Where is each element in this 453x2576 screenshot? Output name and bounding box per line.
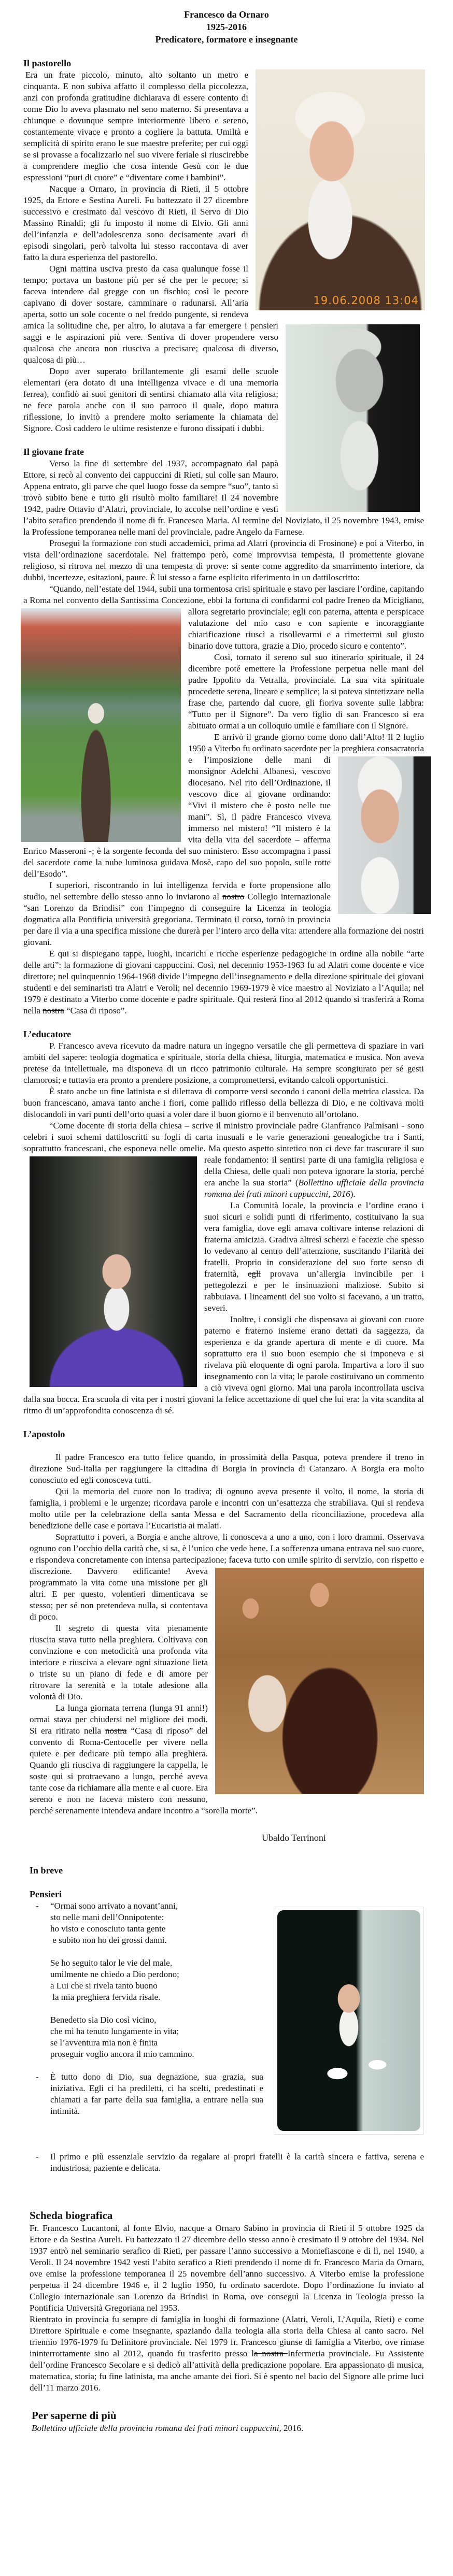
section-apostolo bbox=[23, 1428, 424, 1816]
text-segment: rendeva amica la solitudine che, per altro, lo aiutava a far emergere i pensieri saggi e le aspirazioni più vere. Sentiva di dover propendere verso qualcosa che ancora non riusciva a precisare; qualcosa di diverso, qualcosa di più… bbox=[23, 309, 278, 365]
poem-line: e subito non ho dei grossi danni. bbox=[50, 1935, 167, 1945]
text-segment: Soprattutto i poveri, a Borgia e anche altrove, li conosceva a uno a uno, con i loro drammi. Osservava ognuno con l’occhio della carità che, si sa, è l’unico che vede bene. La sofferenza umana entrava nel suo cuore, e rispondeva concretamente con intensa partecipazione; faceva bbox=[30, 1532, 424, 1565]
poem-line: “Ormai sono arrivato a novant’anni, bbox=[50, 1901, 178, 1911]
photo-date-stamp: 19.06.2008 13:04 bbox=[313, 294, 419, 307]
poem-line: se l’avventura mia non è finita bbox=[50, 2038, 158, 2048]
photo-purple-vestment bbox=[30, 1156, 197, 1387]
photo-portrait-color bbox=[256, 69, 425, 310]
section-scheda-biografica bbox=[30, 2208, 424, 2394]
paragraph bbox=[23, 948, 424, 1017]
paragraph: Inoltre, i consigli che dispensava ai giovani con cuore paterno e fraterno insieme erano dettati da saggezza, da esperienza e da grande apertura di mente e di cuore. Ma soprattutto era il suo buon esempio che si imponeva e si rivelava più eloquente di ogni parola. Impartiva a loro il suo insegnamento con la vita; le parole costituivano un commento a ciò viveva ogni giorno. Mai una parola incontrollata usciva dalla sua bocca. Era scuola di vita per i nostri giovani la felice accettazione di quel che lui era: la vita scandita al ritmo di un’approfondita conoscenza di sé. bbox=[23, 1314, 424, 1415]
poem-line: la mia preghiera fervida risale. bbox=[50, 1992, 161, 2002]
section-educatore bbox=[23, 1028, 424, 1416]
paragraph: Il padre Francesco era tutto felice quando, in prossimità della Pasqua, poteva prendere il treno in direzione Sud-Italia per raggiungere la cittadina di Borgia in provincia di Catanzaro. A Borgia era molto conosciuto ed egli conosceva tutti. bbox=[30, 1452, 424, 1485]
text-segment: sintetico non ci deve far trascurare il suo reale fondamento: il sentirsi parte di una famiglia religiosa e della Chiesa, delle quali non poteva ignorare la storia, perché era anche la sua storia” ( bbox=[204, 1143, 424, 1187]
section-heading: L’educatore bbox=[23, 1029, 71, 1039]
photo-riverside bbox=[21, 608, 181, 842]
source-reference bbox=[32, 2423, 424, 2434]
text-segment: Infermeria provinciale. Fu Assistente dell’ordine Francesco Secolare e si dedicò all’attività della predicazione popolare. Era appassionato di musica, matematica, storia; fu fine latinista, ma anche amante dei fiori. Si è spento nel bacio del Signore alle prime luci dell’11 marzo 2016. bbox=[30, 2349, 424, 2393]
source-title: Bollettino ufficiale della provincia romana dei frati minori cappuccini, bbox=[32, 2423, 281, 2433]
paragraph bbox=[30, 2314, 424, 2394]
text-segment: “Quando, nell’estate del 1944, subii una tormentosa crisi spirituale e stavo per lasciare l’ordine, capitando a Roma nel convento della Santissima Concezione, ebbi la fortuna di bbox=[23, 584, 424, 605]
poem-line: sto nelle mani dell’Onnipotente: bbox=[50, 1912, 164, 1922]
title-subtitle: Predicatore, formatore e insegnante bbox=[155, 34, 298, 45]
text-segment: “Casa di riposo” del convento di Roma-Centocelle per vivere nella quiete e per dedicare più tempo alla preghiera. Quando gli riusciva di raggiungere la cappella, le soste qui si protraevano a lungo, perché aveva tante cose da richiamare alla mente e al cuore. Era sereno e non ne faceva mistero con nessuno, perché serenamente intendeva andare incontro a “sorella morte”. bbox=[30, 1726, 258, 1815]
text-segment: “Casa di riposo”. bbox=[64, 1006, 127, 1015]
thought-item bbox=[30, 2151, 424, 2174]
section-heading: Per saperne di più bbox=[32, 2409, 117, 2422]
text-segment: Ogni mattina usciva presto da casa qualunque fosse il tempo; portava un bastone più per sé che per le pecore; si faceva intendere dal gregge con un fischio; così le pecore capivano di dover sostare, camminare o radunarsi. All’aria aperta, sotto un sole cocente o nel freddo pungente, si bbox=[23, 264, 248, 319]
text-segment: Rientrato in provincia fu sempre di famiglia in luoghi di formazione (Alatri, Veroli, L’Aquila, Rieti) e come Direttore Spirituale e come insegnante, spaziando dalla teologia alla storia della Chiesa al canto sacro. Nel triennio 1976-1979 fu Definitore provinciale. Nel 1979 fr. Francesco giunse di famiglia a Viterbo, ove rimase ininterrottamente sino al 2012, quando fu trasferito presso l bbox=[30, 2314, 424, 2358]
poem-line: umilmente ne chiedo a Dio perdono; bbox=[50, 1969, 179, 1979]
poem-line: proseguir voglio ancora il mio cammino. bbox=[50, 2049, 194, 2059]
text-segment: I superiori, riscontrando in lui intelligenza fervida e forte propensione allo studio, nel settembre dello stesso anno lo inviarono al bbox=[23, 880, 331, 901]
photo-portrait-bw bbox=[286, 324, 420, 512]
source-year: 2016. bbox=[281, 2423, 304, 2433]
paragraph: Nacque a Ornaro, in provincia di Rieti, il 5 ottobre 1925, da Ettore e Sestina Aureli. Fu battezzato il 27 dicembre successivo e cresimato dal vescovo di Rieti, il Servo di Dio Massino Rinaldi; gli fu imposto il nome di Elvio. Gli anni dell’infanzia e dell’adolescenza sono decisamente avari di episodi singolari, però talvolta lui stesso raccontava di aver fatto la dura esperienza del pastorello. bbox=[23, 184, 248, 262]
bullet-marker: - bbox=[36, 1901, 39, 1911]
poem-line: Benedetto sia Dio così vicino, bbox=[50, 2015, 157, 2025]
text-segment: confidarmi col padre Ireneo da Micigliano, allora segretario provinciale; egli con paterna, attenta e perspicace valutazione del mio caso e con sapiente e incoraggiante chiarificazione riuscì a risollevarmi e a rimettermi sul giusto binario dove tuttora, grazie a Dio, procedo sicuro e contento”. bbox=[188, 595, 424, 651]
paragraph: È stato anche un fine latinista e si dilettava di comporre versi secondo i canoni della metrica classica. Da buon francescano, amava tanto anche i fiori, come pallido riflesso della bellezza di Dio, e ne coltivava molti dislocandoli in vari punti dell’orto quasi a voler dare il buon giorno e il benvenuto all’ortolano. bbox=[23, 1086, 424, 1119]
text-segment: La Comunità locale, la provincia e l’ordine erano i suoi sicuri e solidi punti di riferimento, costituivano la sua vera famiglia, dove egli amava coltivare intense relazioni di fraterna amicizia. Gradiva altresì scherzi e facezie che spesso lo vedevano al centro dell’attenzione, suscitando l’ilarità dei fratelli. Proprio in considerazione del suo forte senso di fraternità, bbox=[204, 1200, 424, 1279]
text-segment: provava un’allergia invincibile per i pettegolezzi e per le insinuazioni maliziose. Subito si rabbuiava. I lineamenti del suo volto si facevano, a un tratto, severi. bbox=[204, 1269, 424, 1313]
paragraph: Fr. Francesco Lucantoni, al fonte Elvio, nacque a Ornaro Sabino in provincia di Rieti il 5 ottobre 1925 da Ettore e da Sestina Aureli. Fu battezzato il 27 dicembre dello stesso anno è cresimato il 9 ottobre del 1934. Nel 1937 entrò nel seminario serafico di Rieti, per passare l’anno successivo a Montefiascone e di lì, nel 1940, a Veroli. Il 24 novembre 1942 vestì l’abito serafico a Rieti prendendo il nome di fr. Francesco Maria da Ornaro, ove emise la professione temporanea il 25 novembre dell’anno successivo. A Viterbo emise la professione perpetua il 24 dicembre 1946 e, il 2 luglio 1950, fu ordinato sacerdote. Dopo l’ordinazione fu inviato al Collegio internazionale san Lorenzo da Brindisi in Roma, ove conseguì la Licenza in Teologia presso la Pontificia Università Gregoriana nel 1953. bbox=[30, 2223, 424, 2313]
photo-family-sepia bbox=[215, 1568, 424, 1794]
section-in-breve bbox=[30, 1864, 424, 2174]
author-signature: Ubaldo Terrinoni bbox=[262, 1833, 326, 1843]
title-name: Francesco da Ornaro bbox=[184, 9, 269, 20]
section-heading: In breve bbox=[30, 1865, 63, 1876]
paragraph bbox=[23, 1120, 424, 1200]
poem-line: Se ho seguito talor le vie del male, bbox=[50, 1958, 173, 1968]
subsection-heading: Pensieri bbox=[30, 1889, 62, 1899]
photo-portrait-smiling bbox=[338, 756, 431, 914]
poem bbox=[50, 1900, 424, 2060]
poem-stanza bbox=[50, 1900, 424, 1946]
thought-text: È tutto dono di Dio, sua degnazione, sua grazia, sua iniziativa. Egli ci ha prediletti, ci ha scelti, predestinati e chiamati a far parte della sua famiglia, a entrare nella sua intimità. bbox=[50, 2072, 263, 2116]
text-segment: Collegio internazionale “san Lorenzo da Brindisi” con l’impegno di conseguire la Licenza in teologia dogmatica alla Pontificia università gregoriana. Terminato il corso, tornò in provincia per dare il via a una specifica missione che durerà per l’intero arco della vita: attendere alla formazione dei nostri giovani. bbox=[23, 892, 424, 947]
struck-text: a nostra bbox=[253, 2349, 288, 2358]
section-heading: L’apostolo bbox=[23, 1429, 65, 1439]
thought-poem bbox=[30, 1900, 424, 2060]
struck-text: nostro bbox=[222, 892, 245, 901]
struck-text: egli bbox=[248, 1269, 261, 1279]
thought-text: Il primo e più essenziale servizio da regalare ai propri fratelli è la carità sincera e fattiva, serena e industriosa, paziente e delicata. bbox=[50, 2152, 424, 2173]
text-segment: E arrivò il grande giorno come dono dall’Alto! Il 2 luglio 1950 a Viterbo fu ordinato sacerdote per la bbox=[188, 732, 424, 753]
section-pastorello bbox=[23, 57, 424, 434]
poem-line: ho visto e conosciuto tanta gente bbox=[50, 1924, 166, 1934]
section-heading: Il giovane frate bbox=[23, 447, 84, 457]
struck-text: nostra bbox=[43, 1006, 64, 1015]
paragraph bbox=[30, 1532, 424, 1623]
paragraph: Verso la fine di settembre del 1937, accompagnato dal papà Ettore, si recò al convento dei cappuccini di Rieti, sul colle san Mauro. Appena entrato, gli parve che quel luogo fosse da sempre “suo”, tanto si trovò subito bene e tutto gli risultò molto familiare! Il 24 novembre 1942, padre Ottavio d’Alatri, provinciale, lo accolse nell’ordine e vestì l’abito serafico prendendo il nome di fr. Francesco Maria. Al termine del Noviziato, il 25 novembre 1943, emise la Professione temporanea nelle mani del provinciale, padre Angelo da Farnese. bbox=[23, 459, 424, 537]
text-segment: E qui si dispiegano tappe, luoghi, incarichi e ricche esperienze pedagogiche in ordine alla nobile “arte delle arti”: la formazione di giovani cappuccini. Così, nel decennio 1953-1963 fu ad Alatri come docente e vice direttore; nel quinquennio 1964-1968 divide l’impegno dell’insegnamento e della direzione spirituale dei giovani studenti e dei seminaristi tra Alatri e Veroli; nel decennio 1969-1979 è vice maestro al Noviziato a l’Aquila; nel 1979 è destinato a Viterbo come docente e padre spirituale. Qui resterà fino al 2012 quando si trasferirà a Roma nella bbox=[23, 949, 424, 1015]
section-heading: Scheda biografica bbox=[30, 2209, 113, 2222]
poem-stanza bbox=[50, 2014, 424, 2060]
poem-line: che mi ha tenuto lungamente in vita; bbox=[50, 2026, 179, 2036]
section-heading: Il pastorello bbox=[23, 58, 72, 68]
paragraph bbox=[23, 583, 424, 652]
text-segment: tutto con umile spirito di servizio, con rispetto e discrezione. Davvero edificante! Aveva programmato la vita come una missione per gli altri. E per questo, volentieri dimenticava se stesso; per sé non pretendeva nulla, si contentava di poco. bbox=[30, 1555, 424, 1622]
paragraph: Dopo aver superato brillantemente gli esami delle scuole elementari (era dotato di una intelligenza vivace e di una memoria ferrea), confidò ai suoi genitori di sentirsi chiamato alla vita religiosa; ne fece parola anche con il suo parroco il quale, dopo matura riflessione, lo invitò a prendere molto seriamente la chiamata del Signore. Così caddero le ultime resistenze e furono dissipati i dubbi. bbox=[23, 366, 278, 433]
poem-stanza bbox=[50, 1957, 424, 2003]
text-segment: preghiera consacratoria e l’imposizione delle mani di monsignor Adelchi Albanesi, vescovo diocesano. Nel rito dell’Ordinazione, il vescovo dice al giovane ordinando: “Vivi il mistero che è posto nelle tue mani”. Sì, il padre Francesco viveva immerso nel mistero! “Il mistero è la vita della vita del sacerdote – afferma Enrico Masseroni -; è la sorgente feconda del suo ministero. Esso accompagna i passi del sacerdote come la nube luminosa guidava Mosè, capo del suo popolo, sulle rotte dell’Esodo”. bbox=[23, 743, 424, 879]
thought-item bbox=[30, 2071, 263, 2117]
text-segment: ). bbox=[350, 1189, 356, 1199]
paragraph: Così, tornato il sereno sul suo itinerario spirituale, il 24 dicembre poté emettere la Professione perpetua nelle mani del padre Ippolito da Vetralla, provinciale. La sua vita spirituale procedette serena, lineare e semplice; la si poteva sintetizzare nella frase che, partendo dal cuore, gli fioriva sovente sulle labbra: “Tutto per il Signore”. Da vero figlio di san Francesco si era abituato ormai a un colloquio umile e familiare con il Signore. bbox=[188, 652, 424, 731]
title-years: 1925-2016 bbox=[206, 22, 247, 32]
paragraph: P. Francesco aveva ricevuto da madre natura un ingegno versatile che gli permetteva di spaziare in vari ambiti del sapere: teologia dogmatica e spirituale, storia della chiesa, liturgia, matematica e musica. Non aveva pretese da intellettuale, ma disponeva di un ricco patrimonio culturale. Ha sempre scongiurato per sé gesti clamorosi; e tuttavia era pronto a prendere posizione, a compromettersi, evitando calcoli opportunistici. bbox=[23, 1041, 424, 1085]
paragraph: Era un frate piccolo, minuto, alto soltanto un metro e cinquanta. E non subiva affatto il complesso della piccolezza, anzi con profonda gratitudine dichiarava di essere contento di come Dio lo aveva plasmato nel seno materno. Si presentava a chiunque e dovunque sempre interiormente libero e sereno, costantemente vivace e pronto a cogliere la battuta. Umiltà e semplicità di spirito erano le sue maestre preferite; per cui oggi se si provasse a focalizzarlo nel suo vivere feriale si riuscirebbe a comprendere meglio che cosa intende Gesù con le due espressioni “puri di cuore” e “diventare come i bambini”. bbox=[23, 70, 248, 182]
poem-line: a Lui che si rivela tanto buono bbox=[50, 1981, 158, 1991]
struck-text: nostra bbox=[105, 1726, 127, 1736]
paragraph: Qui la memoria del cuore non lo tradiva; di ognuno aveva presente il volto, il nome, la storia di famiglia, i problemi e le urgenze; ricordava parole e incontri con un’esattezza che strabiliava. Qui si rendeva molto utile per la celebrazione della santa Messa e del Sacramento della riconciliazione, procedeva alla benedizione delle case e portava l’Eucaristia ai malati. bbox=[30, 1486, 424, 1530]
section-giovane-frate bbox=[23, 446, 424, 1017]
document-title bbox=[0, 8, 453, 46]
text-segment: La lunga giornata terrena (lunga 91 anni!) ormai stava per chiudersi nel migliore dei modi. Si era ritirato nella bbox=[30, 1703, 208, 1736]
bullet-marker: - bbox=[36, 2152, 39, 2162]
bullet-marker: - bbox=[36, 2072, 39, 2082]
text-segment: “Come docente di storia della chiesa – scrive il ministro provinciale padre Gianfranco Palmisani - sono celebri i suoi schemi dattiloscritti su fogli di carta inusuali e le varie generazioni genealogiche tra i Santi, soprattutto francescani, che esponeva nelle omelie. Ma questo aspetto bbox=[23, 1121, 424, 1153]
citation-italic: Bollettino ufficiale della provincia romana dei frati minori cappuccini, 2016 bbox=[204, 1178, 424, 1199]
paragraph: Il segreto di questa vita pienamente riuscita stava tutto nella preghiera. Coltivava con convinzione e con metodicità una profonda vita interiore e riusciva a elevare ogni situazione lieta o triste su un piano di fede e di amore per ritrovare la serenità e la totale adesione alla volontà di Dio. bbox=[30, 1623, 208, 1701]
paragraph: Proseguì la formazione con studi accademici, prima ad Alatri (provincia di Frosinone) e poi a Viterbo, in vista dell’ordinazione sacerdotale. Nel frattempo però, come improvvisa tempesta, il promettente giovane religioso, si ritrova nel mezzo di una tempesta di prove: si sente come aggredito da smarrimento interiore, da dubbi, incertezze, esitazioni, paure. È lui stesso a farne esplicito riferimento in un dattiloscritto: bbox=[23, 538, 424, 582]
section-per-saperne-di-piu bbox=[32, 2408, 424, 2434]
